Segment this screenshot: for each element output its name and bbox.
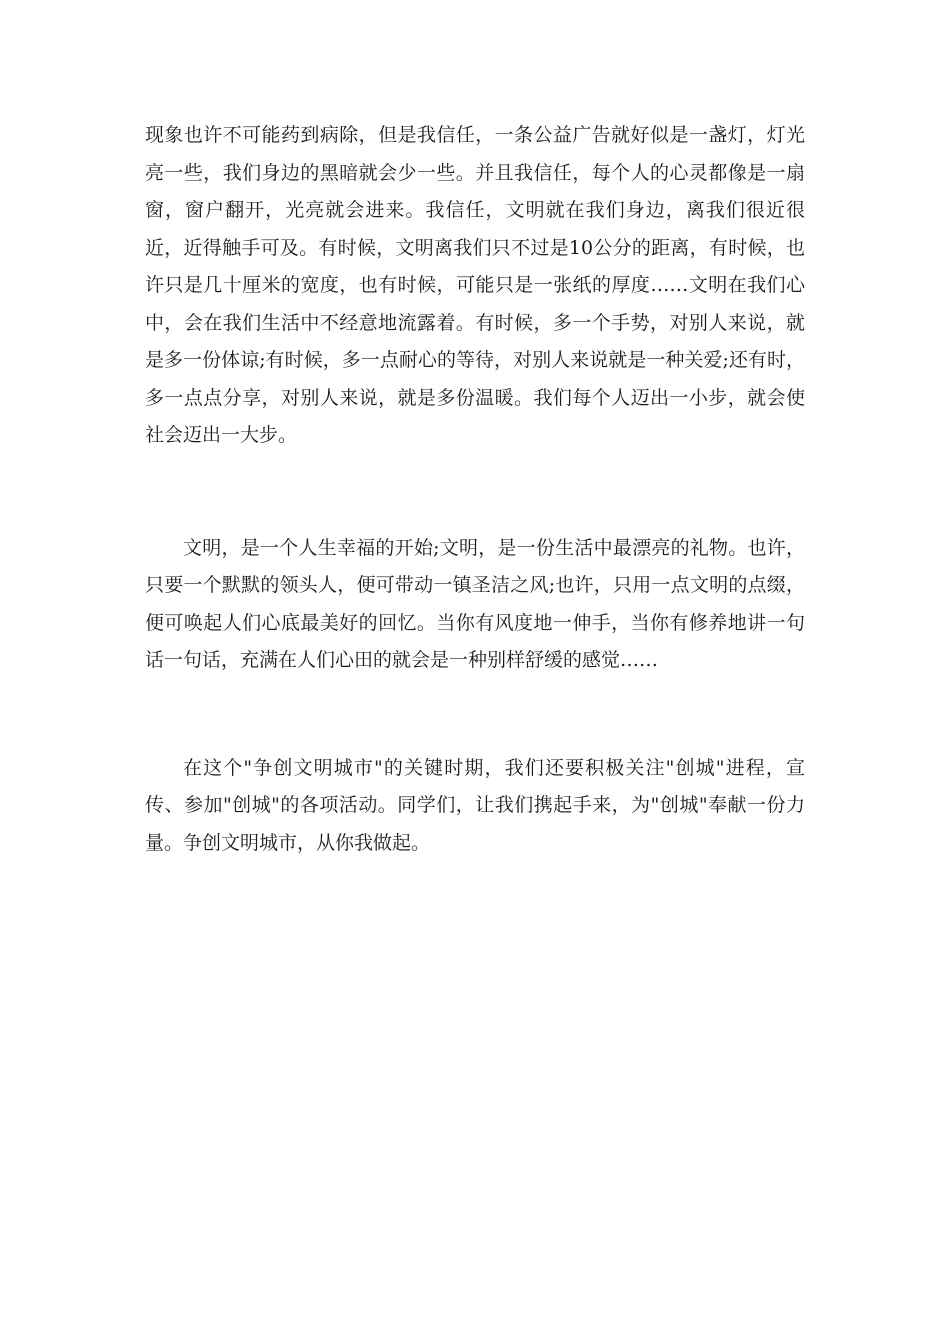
paragraph-1: 现象也许不可能药到病除，但是我信任，一条公益广告就好似是一盏灯，灯光亮一些，我们身边的黑暗就会少一些。并且我信任，每个人的心灵都像是一扇窗，窗户翻开，光亮就会进来。我信任，文明就在我们身边，离我们很近很近，近得触手可及。有时候，文明离我们只不过是10公分的距离，有时候，也许只是几十厘米的宽度，也有时候，可能只是一张纸的厚度……文明在我们心中，会在我们生活中不经意地流露着。有时候，多一个手势，对别人来说，就是多一份体谅;有时候，多一点耐心的等待，对别人来说就是一种关爱;还有时，多一点点分享，对别人来说，就是多份温暖。我们每个人迈出一小步，就会使社会迈出一大步。 <box>145 124 805 446</box>
paragraph-2: 文明，是一个人生幸福的开始;文明，是一份生活中最漂亮的礼物。也许，只要一个默默的领头人，便可带动一镇圣洁之风;也许，只用一点文明的点缀，便可唤起人们心底最美好的回忆。当你有风度地一伸手，当你有修养地讲一句话一句话，充满在人们心田的就会是一种别样舒缓的感觉…… <box>145 536 805 671</box>
paragraph-spacer <box>145 680 805 750</box>
document-body <box>145 117 805 862</box>
paragraph-spacer <box>145 455 805 530</box>
paragraph-3: 在这个"争创文明城市"的关键时期，我们还要积极关注"创城"进程，宣传、参加"创城"的各项活动。同学们，让我们携起手来，为"创城"奉献一份力量。争创文明城市，从你我做起。 <box>145 756 805 854</box>
